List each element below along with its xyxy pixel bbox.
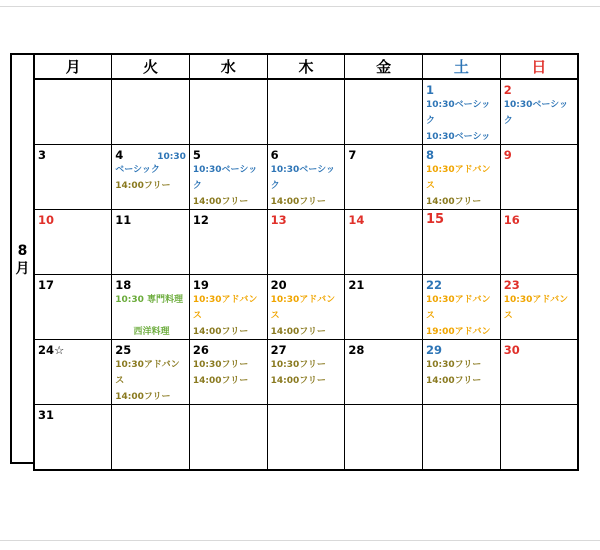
day-number: 5 <box>192 148 201 162</box>
day-cell[interactable] <box>189 340 267 405</box>
day-cell-content <box>268 145 345 209</box>
day-cell-content <box>35 340 111 404</box>
event-entry: 10:30フリー <box>426 360 482 370</box>
day-cell-content <box>501 340 577 404</box>
day-number: 15 <box>426 212 445 227</box>
day-cell-content <box>35 80 111 144</box>
day-cell-content <box>423 275 500 339</box>
day-number: 2 <box>503 83 512 97</box>
weekday-sat: 土 <box>423 54 501 79</box>
day-cell[interactable] <box>34 145 112 210</box>
day-cell[interactable] <box>500 340 578 405</box>
week-row <box>34 340 578 405</box>
day-number: 13 <box>270 213 287 227</box>
event-entry: 14:00フリー <box>192 197 249 207</box>
day-cell[interactable] <box>345 145 423 210</box>
day-cell-content <box>112 405 189 469</box>
day-cell[interactable] <box>345 275 423 340</box>
day-cell[interactable] <box>423 340 501 405</box>
day-cell-content <box>268 275 345 339</box>
event-entry: 14:00フリー <box>270 376 326 386</box>
month-label-column <box>10 53 33 464</box>
day-cell[interactable] <box>345 79 423 145</box>
week-row <box>34 275 578 340</box>
bottom-divider <box>0 540 600 541</box>
day-cell-content <box>423 340 500 404</box>
event-entry: 10:30アドバンス <box>426 295 491 321</box>
day-number: 31 <box>38 408 55 422</box>
day-cell[interactable] <box>34 210 112 275</box>
day-cell-content <box>190 275 267 339</box>
day-number: 16 <box>503 213 520 227</box>
day-cell[interactable] <box>34 79 112 145</box>
event-entry: 14:00フリー <box>426 376 482 386</box>
event-entry: 14:00フリー <box>192 376 249 386</box>
day-number: 17 <box>38 278 55 292</box>
weekday-tue: 火 <box>112 54 190 79</box>
calendar-body <box>34 79 578 470</box>
day-cell[interactable] <box>34 275 112 340</box>
day-cell[interactable] <box>189 79 267 145</box>
day-cell[interactable] <box>112 145 190 210</box>
day-number: 29 <box>426 343 443 357</box>
day-cell[interactable] <box>500 405 578 471</box>
event-entry: 14:00フリー <box>115 392 171 402</box>
day-number: 3 <box>38 148 47 162</box>
event-entry: 14:00フリー <box>426 197 482 207</box>
top-divider <box>0 6 600 7</box>
day-cell-content <box>190 80 267 144</box>
day-cell[interactable] <box>189 405 267 471</box>
day-cell[interactable] <box>345 210 423 275</box>
day-cell-content <box>345 145 422 209</box>
event-entry: ベーシック <box>115 165 160 175</box>
month-kanji: 月 <box>15 261 30 277</box>
day-cell[interactable] <box>267 275 345 340</box>
day-cell[interactable] <box>267 210 345 275</box>
day-number: 18 <box>115 278 132 292</box>
month-number: 8 <box>17 243 28 259</box>
day-cell-content <box>35 275 111 339</box>
day-cell[interactable] <box>500 275 578 340</box>
day-number: 30 <box>503 343 520 357</box>
day-cell-content <box>501 275 577 339</box>
event-entry: 14:00フリー <box>270 197 326 207</box>
day-cell-content <box>345 340 422 404</box>
event-entry: 14:00フリー <box>115 181 171 191</box>
day-cell-content <box>190 340 267 404</box>
day-number: 1 <box>426 83 435 97</box>
day-cell-content <box>35 145 111 209</box>
day-cell[interactable] <box>500 145 578 210</box>
day-number: 7 <box>348 148 357 162</box>
day-number: 8 <box>426 148 435 162</box>
day-number: 14 <box>348 213 365 227</box>
day-cell[interactable] <box>423 275 501 340</box>
event-entry: 10:30ベーシッ <box>426 132 491 142</box>
day-number: 26 <box>192 343 209 357</box>
day-cell[interactable] <box>112 275 190 340</box>
day-cell[interactable] <box>500 210 578 275</box>
event-entry: 14:00フリー <box>192 327 249 337</box>
calendar-table <box>33 53 579 471</box>
day-cell[interactable] <box>500 79 578 145</box>
day-cell-content <box>112 80 189 144</box>
day-cell[interactable] <box>423 405 501 471</box>
day-cell[interactable] <box>267 405 345 471</box>
week-row <box>34 405 578 471</box>
event-entry: 10:30アドバンス <box>426 165 491 191</box>
day-cell[interactable] <box>267 145 345 210</box>
day-cell[interactable] <box>189 145 267 210</box>
day-cell-content <box>345 405 422 469</box>
day-cell[interactable] <box>423 79 501 145</box>
day-number: 27 <box>270 343 287 357</box>
day-cell-content <box>501 405 577 469</box>
event-entry: 10:30フリー <box>192 360 249 370</box>
week-row <box>34 145 578 210</box>
day-number: 11 <box>115 213 132 227</box>
day-cell[interactable] <box>267 79 345 145</box>
weekday-mon: 月 <box>34 54 112 79</box>
weekday-wed: 水 <box>189 54 267 79</box>
day-cell[interactable] <box>112 405 190 471</box>
day-cell-content <box>268 210 345 274</box>
day-number: 4 <box>115 148 124 162</box>
day-number: 10 <box>38 213 55 227</box>
day-cell[interactable] <box>112 340 190 405</box>
day-cell-content <box>345 210 422 274</box>
day-cell-content <box>190 210 267 274</box>
day-cell-content <box>35 210 111 274</box>
day-cell[interactable] <box>345 405 423 471</box>
day-number: 21 <box>348 278 365 292</box>
day-cell[interactable] <box>112 210 190 275</box>
day-cell[interactable] <box>423 210 501 275</box>
day-number: 9 <box>503 148 512 162</box>
event-entry: 10:30 <box>157 152 186 162</box>
day-cell-content <box>345 80 422 144</box>
day-number: 25 <box>115 343 132 357</box>
day-number: 24☆ <box>38 343 65 357</box>
event-entry: 西洋料理 <box>133 327 170 337</box>
day-number: 20 <box>270 278 287 292</box>
weekday-header-row <box>34 54 578 79</box>
event-entry: 10:30アドバンス <box>503 295 569 321</box>
day-number: 28 <box>348 343 365 357</box>
event-entry: 14:00フリー <box>270 327 326 337</box>
day-cell[interactable] <box>423 145 501 210</box>
day-cell-content <box>112 210 189 274</box>
weekday-sun: 日 <box>500 54 578 79</box>
week-row <box>34 210 578 275</box>
event-entry: 10:30アドバンス <box>270 295 336 321</box>
day-cell-content <box>268 340 345 404</box>
event-entry: 10:30ベーシック <box>503 100 569 126</box>
day-cell[interactable] <box>345 340 423 405</box>
event-entry: 19:00アドバン <box>426 327 491 337</box>
day-cell-content <box>112 145 189 209</box>
day-number: 22 <box>426 278 443 292</box>
day-cell[interactable] <box>34 405 112 471</box>
event-entry: 10:30フリー <box>270 360 326 370</box>
weekday-thu: 木 <box>267 54 345 79</box>
day-number: 6 <box>270 148 279 162</box>
day-cell[interactable] <box>34 340 112 405</box>
day-cell-content <box>190 405 267 469</box>
day-cell-content <box>345 275 422 339</box>
day-cell-content <box>190 145 267 209</box>
day-number: 23 <box>503 278 520 292</box>
day-cell-content <box>35 405 111 469</box>
day-cell-content <box>423 210 500 274</box>
day-cell-content <box>501 145 577 209</box>
day-cell[interactable] <box>189 210 267 275</box>
day-cell-content <box>423 145 500 209</box>
event-entry: 10:30ベーシック <box>270 165 335 191</box>
event-entry: 10:30ベーシック <box>426 100 491 126</box>
day-cell-content <box>423 80 500 144</box>
day-cell-content <box>112 275 189 339</box>
week-row <box>34 79 578 145</box>
day-number: 19 <box>192 278 209 292</box>
event-entry: 10:30ベーシック <box>192 165 258 191</box>
day-cell-content <box>112 340 189 404</box>
day-cell[interactable] <box>189 275 267 340</box>
event-entry: 10:30アドバンス <box>115 360 180 386</box>
day-number: 12 <box>192 213 209 227</box>
day-cell-content <box>423 405 500 469</box>
weekday-fri: 金 <box>345 54 423 79</box>
day-cell-content <box>501 210 577 274</box>
event-entry: 10:30アドバンス <box>192 295 258 321</box>
day-cell-content <box>501 80 577 144</box>
event-entry: 10:30 専門料理 <box>115 295 183 305</box>
day-cell-content <box>268 80 345 144</box>
day-cell[interactable] <box>267 340 345 405</box>
day-cell[interactable] <box>112 79 190 145</box>
day-cell-content <box>268 405 345 469</box>
